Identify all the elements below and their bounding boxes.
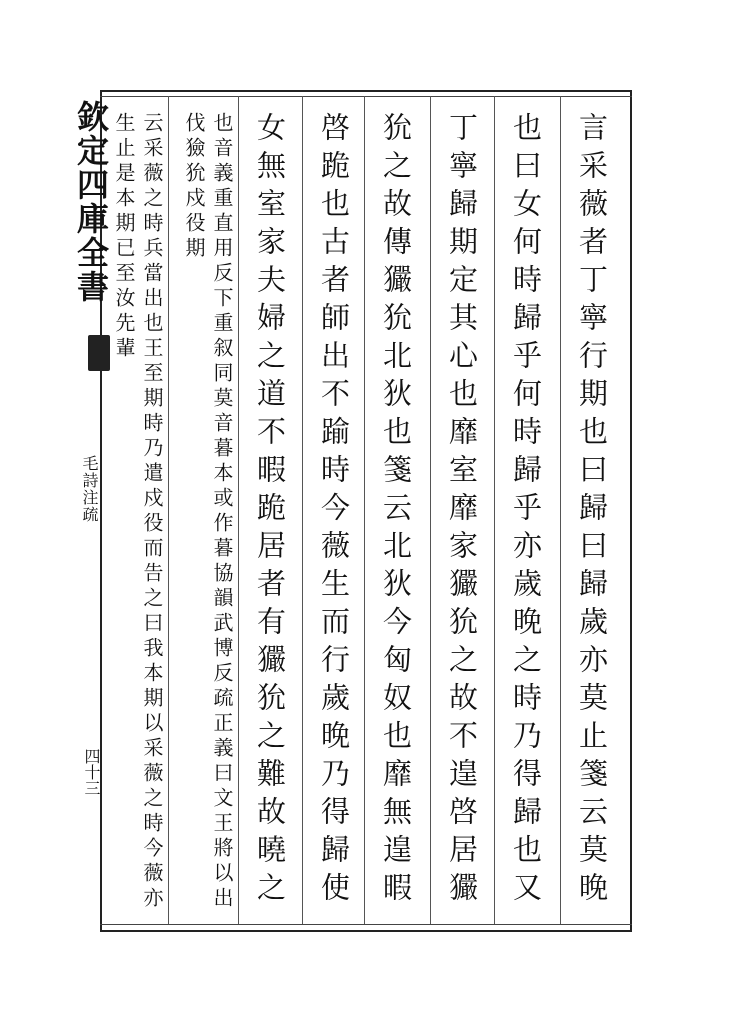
column-rule bbox=[560, 96, 561, 924]
column-rule bbox=[302, 96, 303, 924]
text-column-2: 也曰女何時歸乎何時歸乎亦歲晚之時乃得歸也又 bbox=[509, 112, 543, 910]
text-column-1: 言采薇者丁寧行期也曰歸曰歸歲亦莫止箋云莫晚 bbox=[575, 112, 609, 910]
column-rule bbox=[494, 96, 495, 924]
page-number: 四十三 bbox=[82, 748, 101, 796]
text-column-6: 女無室家夫婦之道不暇跪居者有玁狁之難故曉之 bbox=[253, 112, 287, 910]
text-column-5: 啓跪也古者師出不踰時今薇生而行歲晚乃得歸使 bbox=[317, 112, 351, 910]
text-column-3: 丁寧歸期定其心也靡室靡家玁狁之故不遑啓居玁 bbox=[445, 112, 479, 910]
column-rule bbox=[168, 96, 169, 924]
column-rule bbox=[238, 96, 239, 924]
text-column-8: 云采薇之時兵當出也王至期時乃遣戍役而告之曰我本期以采薇之時今薇亦生止是本期已至汝先輩 bbox=[112, 112, 164, 912]
column-rule bbox=[364, 96, 365, 924]
top-rule bbox=[100, 96, 632, 97]
seal-mark bbox=[88, 335, 110, 371]
text-column-7: 也音義重直用反下重叙同莫音暮本或作暮協韻武博反疏正義曰文王將以出伐獫狁戍役期 bbox=[182, 112, 234, 912]
book-title: 毛詩注疏 bbox=[80, 455, 99, 523]
bottom-rule bbox=[100, 924, 632, 925]
column-rule bbox=[430, 96, 431, 924]
text-column-4: 狁之故傳玁狁北狄也箋云北狄今匈奴也靡無遑暇 bbox=[379, 112, 413, 910]
series-title: 欽定四庫全書 bbox=[72, 100, 110, 304]
